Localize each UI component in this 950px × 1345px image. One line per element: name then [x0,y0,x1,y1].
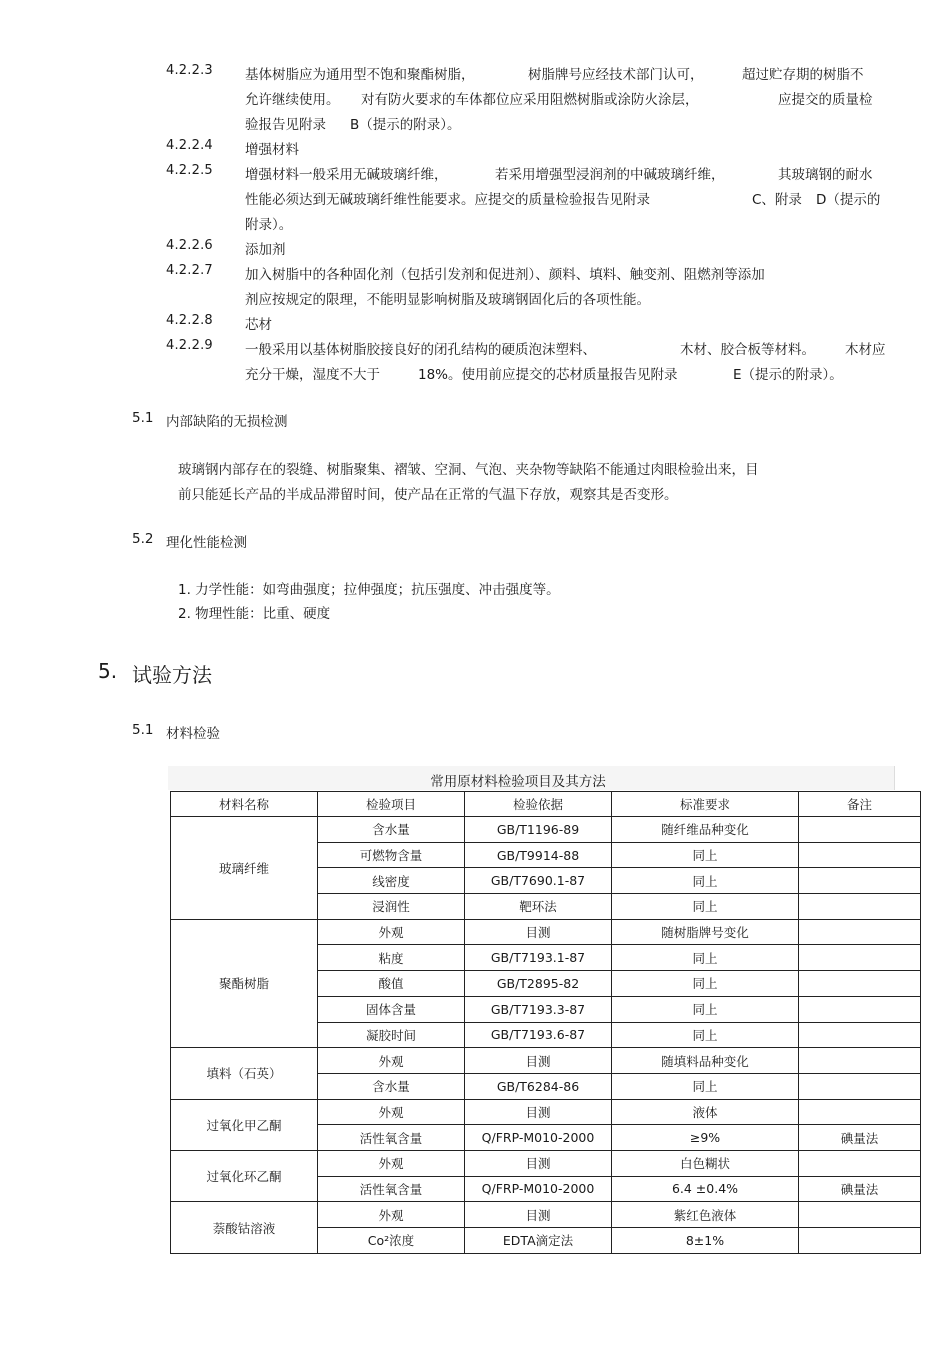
clause-text: 剂应按规定的限理，不能明显影响树脂及玻璃钢固化后的各项性能。 [245,292,650,308]
clause-text: 芯材 [245,317,272,333]
standard-cell: 液体 [612,1099,799,1125]
table-row [171,817,921,843]
material-name-cell: 填料（石英） [171,1048,318,1099]
clause-text: 加入树脂中的各种固化剂（包括引发剂和促进剂）、颜料、填料、触变剂、阻燃剂等添加 [245,267,765,283]
test-item-cell: 外观 [318,1048,465,1074]
test-item-cell: 固体含量 [318,996,465,1022]
standard-cell: 随填料品种变化 [612,1048,799,1074]
clause-number: 4.2.2.4 [166,138,213,153]
test-item-cell: 外观 [318,1202,465,1228]
test-basis-cell: GB/T7690.1-87 [465,868,612,894]
remark-cell: 碘量法 [799,1125,921,1151]
material-name-cell: 过氧化环乙酮 [171,1150,318,1201]
clause-text: 树脂牌号应经技术部门认可， [528,67,704,83]
test-item-cell: 浸润性 [318,894,465,920]
chapter-heading: 试验方法 [132,663,212,687]
clause-text: 若采用增强型浸润剂的中碱玻璃纤维， [495,167,725,183]
remark-cell [799,996,921,1022]
clause-text: 应提交的质量检 [778,92,873,108]
test-basis-cell: GB/T9914-88 [465,842,612,868]
section-heading: 材料检验 [166,726,220,742]
clause-text: 一般采用以基体树脂胶接良好的闭孔结构的硬质泡沫塑料、 [245,342,596,358]
test-basis-cell: Q/FRP-M010-2000 [465,1176,612,1202]
remark-cell [799,1022,921,1048]
test-item-cell: 外观 [318,1099,465,1125]
standard-cell: 同上 [612,945,799,971]
remark-cell [799,945,921,971]
material-name-cell: 聚酯树脂 [171,919,318,1047]
clause-text: 增强材料一般采用无碱玻璃纤维， [245,167,448,183]
remark-cell [799,894,921,920]
standard-cell: 同上 [612,868,799,894]
clause-text: 木材应 [845,342,886,358]
clause-text: E（提示的附录）。 [733,367,843,383]
test-basis-cell: Q/FRP-M010-2000 [465,1125,612,1151]
remark-cell [799,1150,921,1176]
standard-cell: 6.4 ±0.4% [612,1176,799,1202]
clause-text: 增强材料 [245,142,299,158]
list-item: 1. 力学性能：如弯曲强度；拉伸强度；抗压强度、冲击强度等。 [178,582,560,598]
standard-cell: ≥9% [612,1125,799,1151]
chapter-number: 5. [98,659,118,683]
clause-number: 4.2.2.6 [166,238,213,253]
material-name-cell: 萘酸钴溶液 [171,1202,318,1253]
table-row [171,1048,921,1074]
standard-cell: 紫红色液体 [612,1202,799,1228]
remark-cell [799,1073,921,1099]
table-title: 常用原材料检验项目及其方法 [430,774,606,790]
clause-text: 木材、胶合板等材料。 [680,342,815,358]
standard-cell: 同上 [612,1073,799,1099]
standard-cell: 同上 [612,996,799,1022]
clause-text: B（提示的附录）。 [350,117,461,133]
standard-cell: 同上 [612,1022,799,1048]
column-header: 材料名称 [171,792,318,817]
table-row [171,1099,921,1125]
paragraph-line: 前只能延长产品的半成品滞留时间，使产品在正常的气温下存放，观察其是否变形。 [178,487,678,503]
table-row [171,1202,921,1228]
test-basis-cell: GB/T7193.6-87 [465,1022,612,1048]
standard-cell: 同上 [612,971,799,997]
standard-cell: 8±1% [612,1228,799,1254]
column-header: 检验依据 [465,792,612,817]
clause-number: 4.2.2.9 [166,338,213,353]
test-basis-cell: 目测 [465,1099,612,1125]
standard-cell: 随树脂牌号变化 [612,919,799,945]
table-header-row [171,792,921,817]
remark-cell [799,842,921,868]
clause-text: 其玻璃钢的耐水 [778,167,873,183]
clause-text: D（提示的 [816,192,881,208]
clause-text: 充分干燥，湿度不大于 [245,367,380,383]
paragraph-line: 玻璃钢内部存在的裂缝、树脂聚集、褶皱、空洞、气泡、夹杂物等缺陷不能通过肉眼检验出来，目 [178,462,759,478]
material-name-cell: 玻璃纤维 [171,817,318,920]
standard-cell: 同上 [612,894,799,920]
test-item-cell: 活性氧含量 [318,1125,465,1151]
remark-cell [799,1048,921,1074]
section-number: 5.1 [132,410,154,426]
remark-cell [799,1099,921,1125]
clause-number: 4.2.2.8 [166,313,213,328]
clause-text: 18%。使用前应提交的芯材质量报告见附录 [418,367,678,383]
clause-text: 对有防火要求的车体都位应采用阻燃树脂或涂防火涂层， [361,92,699,108]
clause-text: 基体树脂应为通用型不饱和聚酯树脂， [245,67,475,83]
test-basis-cell: 目测 [465,1202,612,1228]
test-item-cell: 凝胶时间 [318,1022,465,1048]
remark-cell: 碘量法 [799,1176,921,1202]
standard-cell: 随纤维品种变化 [612,817,799,843]
test-basis-cell: GB/T7193.3-87 [465,996,612,1022]
column-header: 备注 [799,792,921,817]
test-basis-cell: GB/T2895-82 [465,971,612,997]
section-number: 5.2 [132,531,154,547]
clause-number: 4.2.2.7 [166,263,213,278]
test-basis-cell: GB/T6284-86 [465,1073,612,1099]
test-item-cell: 活性氧含量 [318,1176,465,1202]
test-item-cell: 粘度 [318,945,465,971]
test-basis-cell: 靶环法 [465,894,612,920]
test-item-cell: 含水量 [318,817,465,843]
column-header: 标准要求 [612,792,799,817]
column-header: 检验项目 [318,792,465,817]
remark-cell [799,868,921,894]
remark-cell [799,971,921,997]
test-basis-cell: GB/T1196-89 [465,817,612,843]
test-item-cell: 外观 [318,919,465,945]
test-basis-cell: 目测 [465,1048,612,1074]
test-item-cell: 线密度 [318,868,465,894]
test-basis-cell: 目测 [465,1150,612,1176]
material-name-cell: 过氧化甲乙酮 [171,1099,318,1150]
section-number: 5.1 [132,722,154,738]
clause-text: 验报告见附录 [245,117,326,133]
section-heading: 理化性能检测 [166,535,247,551]
clause-text: 附录）。 [245,217,293,233]
test-item-cell: 外观 [318,1150,465,1176]
table-row [171,1150,921,1176]
test-item-cell: 可燃物含量 [318,842,465,868]
clause-text: C、附录 [752,192,802,208]
test-basis-cell: GB/T7193.1-87 [465,945,612,971]
list-item: 2. 物理性能：比重、硬度 [178,606,331,622]
standard-cell: 同上 [612,842,799,868]
remark-cell [799,817,921,843]
test-item-cell: Co²浓度 [318,1228,465,1254]
clause-number: 4.2.2.5 [166,163,213,178]
remark-cell [799,1228,921,1254]
remark-cell [799,919,921,945]
clause-number: 4.2.2.3 [166,63,213,78]
remark-cell [799,1202,921,1228]
test-item-cell: 酸值 [318,971,465,997]
test-basis-cell: 目测 [465,919,612,945]
clause-text: 性能必须达到无碱玻璃纤维性能要求。应提交的质量检验报告见附录 [245,192,650,208]
section-heading: 内部缺陷的无损检测 [166,414,288,430]
table-row [171,919,921,945]
materials-table [170,791,921,1254]
test-item-cell: 含水量 [318,1073,465,1099]
clause-text: 添加剂 [245,242,286,258]
clause-text: 超过贮存期的树脂不 [742,67,864,83]
clause-text: 允许继续使用。 [245,92,340,108]
test-basis-cell: EDTA滴定法 [465,1228,612,1254]
standard-cell: 白色糊状 [612,1150,799,1176]
